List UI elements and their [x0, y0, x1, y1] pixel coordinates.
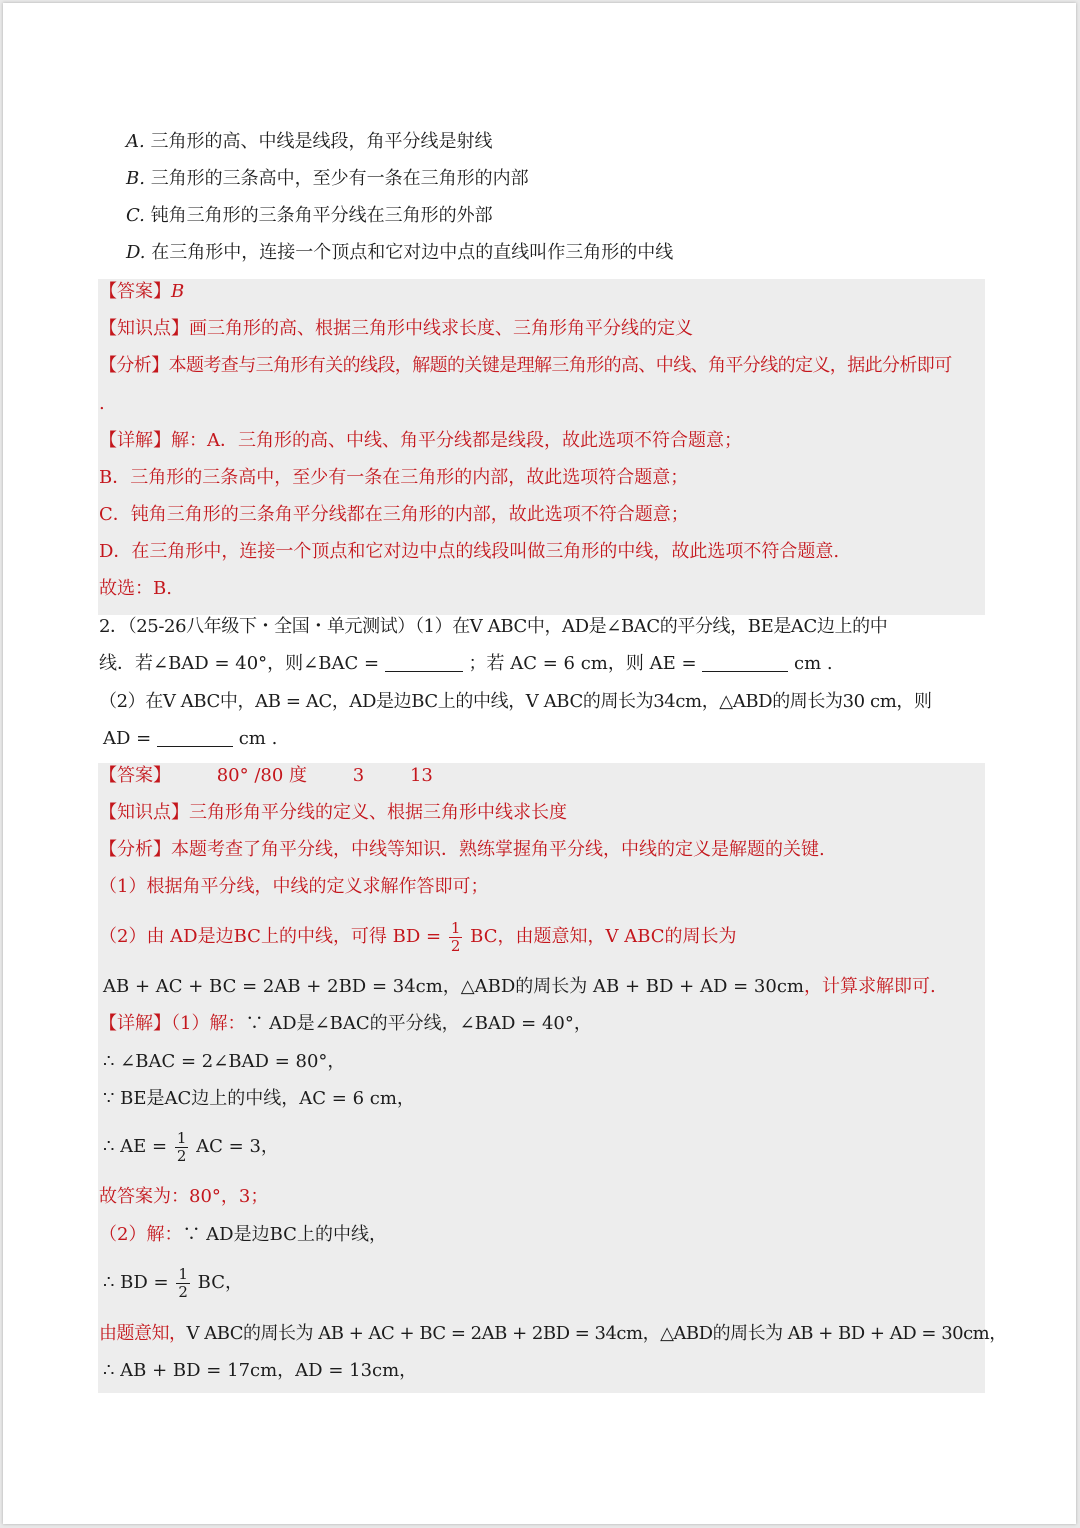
q2-detail-8: 由题意知，V ABC的周长为 AB + AC + BC = 2AB + 2BD = 34cm，△ABD的周长为 AB + BD + AD = 30cm， — [99, 1323, 1007, 1344]
q2-detail-9: ∴ AB + BD = 17cm，AD = 13cm， — [103, 1360, 418, 1381]
q2-detail-2: ∴ ∠BAC = 2∠BAD = 80°， — [103, 1051, 346, 1072]
q1-detail-a: 【详解】解：A．三角形的高、中线、角平分线都是线段，故此选项不符合题意； — [99, 430, 742, 451]
q2-stem-line3: （2）在V ABC中，AB = AC，AD是边BC上的中线，V ABC的周长为34cm，△ABD的周长为30 cm，则 — [99, 691, 932, 712]
q2-knowledge: 【知识点】三角形角平分线的定义、根据三角形中线求长度 — [99, 802, 567, 823]
q1-answer: 【答案】B — [99, 281, 185, 302]
fraction-half: $\frac{1}{2}$ — [176, 1128, 187, 1165]
q2-blank-ae[interactable] — [702, 653, 788, 672]
q2-answer: 【答案】 80° /80 度 3 13 — [99, 765, 433, 786]
fraction-half: $\frac{1}{2}$ — [178, 1264, 188, 1301]
q2-analysis: 【分析】本题考查了角平分线，中线等知识．熟练掌握角平分线，中线的定义是解题的关键. — [99, 839, 825, 860]
q2-analysis-3: AB + AC + BC = 2AB + 2BD = 34cm，△ABD的周长为 AB + BD + AD = 30cm，计算求解即可. — [103, 976, 936, 997]
q2-detail-7: ∴ BD = $\frac{1}{2}$ BC， — [103, 1264, 243, 1301]
q1-detail-c: C．钝角三角形的三条角平分线都在三角形的内部，故此选项不符合题意； — [99, 504, 689, 525]
q2-detail-1: 【详解】（1）解：∵ AD是∠BAC的平分线，∠BAD = 40°， — [99, 1013, 592, 1034]
q2-analysis-2: （2）由 AD是边BC上的中线，可得 BD = $\frac{1}{2}$ BC，由题意知，V ABC的周长为 — [99, 918, 737, 955]
q2-detail-5: 故答案为：80°，3； — [99, 1186, 269, 1207]
q2-detail-4: ∴ AE = $\frac{1}{2}$ AC = 3， — [103, 1128, 279, 1165]
q2-detail-6: （2）解：∵ AD是边BC上的中线， — [99, 1224, 387, 1245]
q2-analysis-1: （1）根据角平分线，中线的定义求解作答即可； — [99, 876, 489, 897]
q2-blank-ad[interactable] — [157, 728, 233, 747]
q1-option-d: D. 在三角形中，连接一个顶点和它对边中点的直线叫作三角形的中线 — [126, 242, 674, 263]
q2-stem-line2: 线．若∠BAD = 40°，则∠BAC = ；若 AC = 6 cm，则 AE = cm . — [99, 653, 833, 674]
q1-analysis-end: . — [99, 393, 105, 414]
q1-knowledge: 【知识点】画三角形的高、根据三角形中线求长度、三角形角平分线的定义 — [99, 318, 693, 339]
q1-choice: 故选：B. — [99, 578, 172, 599]
q1-detail-b: B．三角形的三条高中，至少有一条在三角形的内部，故此选项符合题意； — [99, 467, 689, 488]
q2-stem-line1: 2．（25-26八年级下・全国・单元测试）（1）在V ABC中，AD是∠BAC的平分线，BE是AC边上的中 — [99, 616, 888, 637]
q2-answer-3: 13 — [409, 765, 433, 786]
q1-option-b: B. 三角形的三条高中，至少有一条在三角形的内部 — [126, 168, 529, 189]
fraction-half: $\frac{1}{2}$ — [450, 918, 461, 955]
document-page — [3, 3, 1076, 1524]
q2-answer-1: 80° /80 度 — [216, 765, 308, 786]
q1-option-c: C. 钝角三角形的三条角平分线在三角形的外部 — [126, 205, 493, 226]
q1-analysis: 【分析】本题考查与三角形有关的线段，解题的关键是理解三角形的高、中线、角平分线的定义，据此分析即可 — [99, 355, 952, 376]
q1-option-a: A. 三角形的高、中线是线段，角平分线是射线 — [126, 131, 493, 152]
q2-answer-2: 3 — [352, 765, 365, 786]
q1-detail-d: D．在三角形中，连接一个顶点和它对边中点的线段叫做三角形的中线，故此选项不符合题意. — [99, 541, 840, 562]
q2-blank-angle[interactable] — [385, 653, 463, 672]
q2-stem-line4: AD = cm . — [103, 728, 278, 749]
q2-detail-3: ∵ BE是AC边上的中线，AC = 6 cm， — [103, 1088, 415, 1109]
